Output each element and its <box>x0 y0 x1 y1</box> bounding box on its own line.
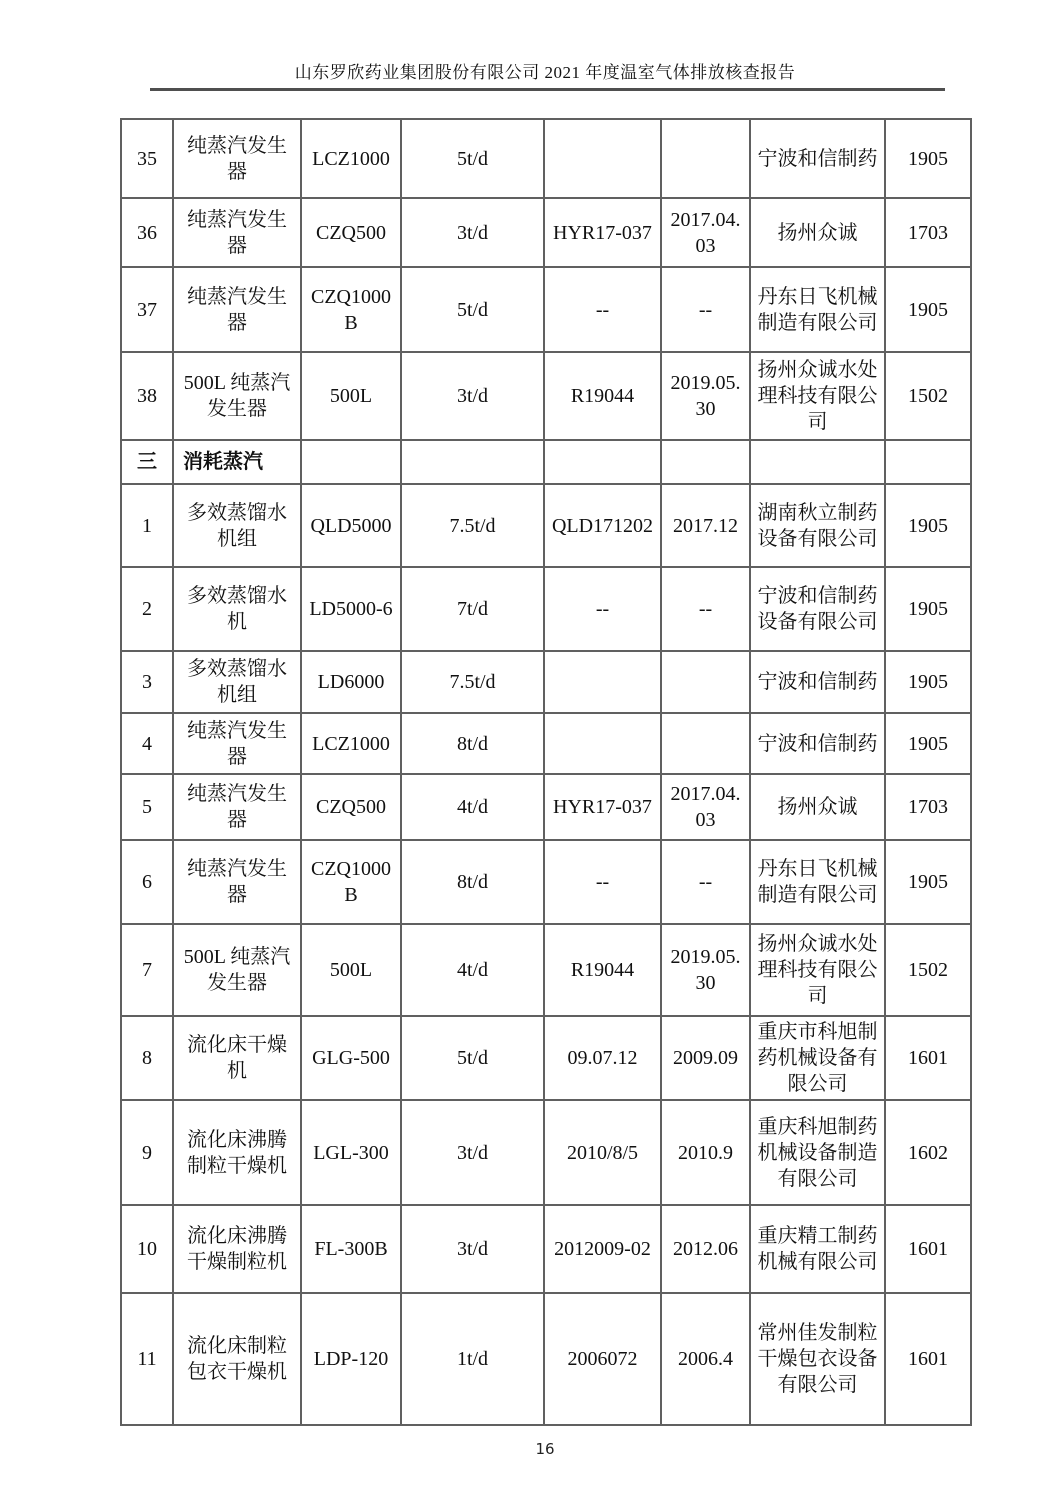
workshop-code-cell: 1601 <box>885 1016 971 1100</box>
capacity-cell: 5t/d <box>401 119 544 198</box>
capacity-cell: 7.5t/d <box>401 484 544 567</box>
date-cell: -- <box>661 267 750 352</box>
table-row <box>121 1205 971 1293</box>
manufacturer-cell: 宁波和信制药 <box>750 651 885 713</box>
manufacturer-cell: 重庆市科旭制药机械设备有限公司 <box>750 1016 885 1100</box>
capacity-cell: 8t/d <box>401 840 544 924</box>
serial-no-cell: 10 <box>121 1205 173 1293</box>
model-cell: LD6000 <box>301 651 401 713</box>
workshop-code-cell: 1905 <box>885 651 971 713</box>
factory-no-cell: 2012009-02 <box>544 1205 661 1293</box>
manufacturer-cell: 重庆精工制药机械有限公司 <box>750 1205 885 1293</box>
date-cell: 2006.4 <box>661 1293 750 1425</box>
equipment-name-cell: 纯蒸汽发生器 <box>173 198 301 267</box>
manufacturer-cell <box>750 440 885 484</box>
capacity-cell: 5t/d <box>401 1016 544 1100</box>
table-row <box>121 1293 971 1425</box>
page-footer <box>120 1440 970 1458</box>
serial-no-cell: 11 <box>121 1293 173 1425</box>
capacity-cell: 3t/d <box>401 1100 544 1205</box>
capacity-cell: 3t/d <box>401 352 544 440</box>
date-cell: 2012.06 <box>661 1205 750 1293</box>
manufacturer-cell: 扬州众诚 <box>750 774 885 840</box>
table-row <box>121 567 971 651</box>
serial-no-cell: 9 <box>121 1100 173 1205</box>
equipment-table <box>120 118 972 1426</box>
table-row <box>121 352 971 440</box>
date-cell <box>661 119 750 198</box>
workshop-code-cell: 1502 <box>885 352 971 440</box>
workshop-code-cell <box>885 440 971 484</box>
capacity-cell: 7.5t/d <box>401 651 544 713</box>
factory-no-cell <box>544 119 661 198</box>
serial-no-cell: 4 <box>121 713 173 774</box>
date-cell <box>661 440 750 484</box>
factory-no-cell: R19044 <box>544 352 661 440</box>
model-cell: CZQ500 <box>301 198 401 267</box>
capacity-cell: 7t/d <box>401 567 544 651</box>
model-cell: CZQ1000B <box>301 267 401 352</box>
factory-no-cell <box>544 651 661 713</box>
manufacturer-cell: 扬州众诚水处理科技有限公司 <box>750 924 885 1016</box>
model-cell: LGL-300 <box>301 1100 401 1205</box>
equipment-name-cell: 流化床沸腾制粒干燥机 <box>173 1100 301 1205</box>
table-row <box>121 267 971 352</box>
model-cell: GLG-500 <box>301 1016 401 1100</box>
factory-no-cell: QLD171202 <box>544 484 661 567</box>
section-row <box>121 440 971 484</box>
factory-no-cell <box>544 440 661 484</box>
model-cell: CZQ1000B <box>301 840 401 924</box>
document-page <box>120 0 970 1426</box>
equipment-name-cell: 多效蒸馏水机组 <box>173 651 301 713</box>
model-cell: LDP-120 <box>301 1293 401 1425</box>
serial-no-cell: 8 <box>121 1016 173 1100</box>
model-cell: LD5000-6 <box>301 567 401 651</box>
serial-no-cell: 6 <box>121 840 173 924</box>
date-cell: 2017.12 <box>661 484 750 567</box>
model-cell: 500L <box>301 352 401 440</box>
serial-no-cell: 三 <box>121 440 173 484</box>
workshop-code-cell: 1502 <box>885 924 971 1016</box>
page-number: 16 <box>535 1440 555 1458</box>
serial-no-cell: 37 <box>121 267 173 352</box>
equipment-name-cell: 多效蒸馏水机组 <box>173 484 301 567</box>
page-header <box>120 58 970 91</box>
manufacturer-cell: 扬州众诚 <box>750 198 885 267</box>
model-cell: CZQ500 <box>301 774 401 840</box>
date-cell: -- <box>661 840 750 924</box>
factory-no-cell: 09.07.12 <box>544 1016 661 1100</box>
model-cell: FL-300B <box>301 1205 401 1293</box>
workshop-code-cell: 1905 <box>885 119 971 198</box>
capacity-cell: 1t/d <box>401 1293 544 1425</box>
capacity-cell: 3t/d <box>401 198 544 267</box>
workshop-code-cell: 1601 <box>885 1293 971 1425</box>
table-row <box>121 651 971 713</box>
workshop-code-cell: 1905 <box>885 840 971 924</box>
serial-no-cell: 5 <box>121 774 173 840</box>
capacity-cell: 4t/d <box>401 924 544 1016</box>
date-cell: -- <box>661 567 750 651</box>
date-cell: 2009.09 <box>661 1016 750 1100</box>
serial-no-cell: 35 <box>121 119 173 198</box>
workshop-code-cell: 1601 <box>885 1205 971 1293</box>
manufacturer-cell: 宁波和信制药 <box>750 713 885 774</box>
equipment-name-cell: 多效蒸馏水机 <box>173 567 301 651</box>
header-title: 山东罗欣药业集团股份有限公司 2021 年度温室气体排放核查报告 <box>294 63 796 82</box>
table-row <box>121 1016 971 1100</box>
equipment-name-cell: 500L 纯蒸汽发生器 <box>173 352 301 440</box>
workshop-code-cell: 1905 <box>885 713 971 774</box>
manufacturer-cell: 扬州众诚水处理科技有限公司 <box>750 352 885 440</box>
manufacturer-cell: 丹东日飞机械制造有限公司 <box>750 840 885 924</box>
workshop-code-cell: 1905 <box>885 267 971 352</box>
workshop-code-cell: 1602 <box>885 1100 971 1205</box>
equipment-name-cell: 纯蒸汽发生器 <box>173 840 301 924</box>
manufacturer-cell: 湖南秋立制药设备有限公司 <box>750 484 885 567</box>
factory-no-cell: HYR17-037 <box>544 198 661 267</box>
manufacturer-cell: 丹东日飞机械制造有限公司 <box>750 267 885 352</box>
factory-no-cell: HYR17-037 <box>544 774 661 840</box>
serial-no-cell: 36 <box>121 198 173 267</box>
table-row <box>121 119 971 198</box>
date-cell: 2019.05.30 <box>661 924 750 1016</box>
capacity-cell: 8t/d <box>401 713 544 774</box>
date-cell <box>661 651 750 713</box>
equipment-name-cell: 纯蒸汽发生器 <box>173 119 301 198</box>
serial-no-cell: 3 <box>121 651 173 713</box>
table-row <box>121 1100 971 1205</box>
factory-no-cell: -- <box>544 267 661 352</box>
workshop-code-cell: 1703 <box>885 198 971 267</box>
equipment-table-body <box>121 119 971 1425</box>
serial-no-cell: 38 <box>121 352 173 440</box>
table-row <box>121 484 971 567</box>
equipment-name-cell: 流化床制粒包衣干燥机 <box>173 1293 301 1425</box>
model-cell: LCZ1000 <box>301 119 401 198</box>
workshop-code-cell: 1905 <box>885 484 971 567</box>
equipment-name-cell: 流化床沸腾干燥制粒机 <box>173 1205 301 1293</box>
header-rule <box>150 88 945 91</box>
factory-no-cell: -- <box>544 567 661 651</box>
equipment-name-cell: 纯蒸汽发生器 <box>173 267 301 352</box>
factory-no-cell: 2006072 <box>544 1293 661 1425</box>
manufacturer-cell: 重庆科旭制药机械设备制造有限公司 <box>750 1100 885 1205</box>
table-row <box>121 840 971 924</box>
date-cell: 2017.04.03 <box>661 198 750 267</box>
model-cell: 500L <box>301 924 401 1016</box>
workshop-code-cell: 1703 <box>885 774 971 840</box>
table-row <box>121 198 971 267</box>
table-row <box>121 924 971 1016</box>
manufacturer-cell: 宁波和信制药设备有限公司 <box>750 567 885 651</box>
model-cell: LCZ1000 <box>301 713 401 774</box>
date-cell <box>661 713 750 774</box>
capacity-cell: 5t/d <box>401 267 544 352</box>
table-row <box>121 713 971 774</box>
date-cell: 2017.04.03 <box>661 774 750 840</box>
factory-no-cell: -- <box>544 840 661 924</box>
table-row <box>121 774 971 840</box>
equipment-name-cell: 消耗蒸汽 <box>173 440 301 484</box>
equipment-name-cell: 纯蒸汽发生器 <box>173 713 301 774</box>
equipment-name-cell: 500L 纯蒸汽发生器 <box>173 924 301 1016</box>
equipment-name-cell: 纯蒸汽发生器 <box>173 774 301 840</box>
serial-no-cell: 2 <box>121 567 173 651</box>
serial-no-cell: 7 <box>121 924 173 1016</box>
factory-no-cell <box>544 713 661 774</box>
equipment-name-cell: 流化床干燥机 <box>173 1016 301 1100</box>
workshop-code-cell: 1905 <box>885 567 971 651</box>
manufacturer-cell: 宁波和信制药 <box>750 119 885 198</box>
serial-no-cell: 1 <box>121 484 173 567</box>
manufacturer-cell: 常州佳发制粒干燥包衣设备有限公司 <box>750 1293 885 1425</box>
factory-no-cell: R19044 <box>544 924 661 1016</box>
factory-no-cell: 2010/8/5 <box>544 1100 661 1205</box>
model-cell: QLD5000 <box>301 484 401 567</box>
capacity-cell: 3t/d <box>401 1205 544 1293</box>
date-cell: 2010.9 <box>661 1100 750 1205</box>
capacity-cell <box>401 440 544 484</box>
model-cell <box>301 440 401 484</box>
date-cell: 2019.05.30 <box>661 352 750 440</box>
capacity-cell: 4t/d <box>401 774 544 840</box>
